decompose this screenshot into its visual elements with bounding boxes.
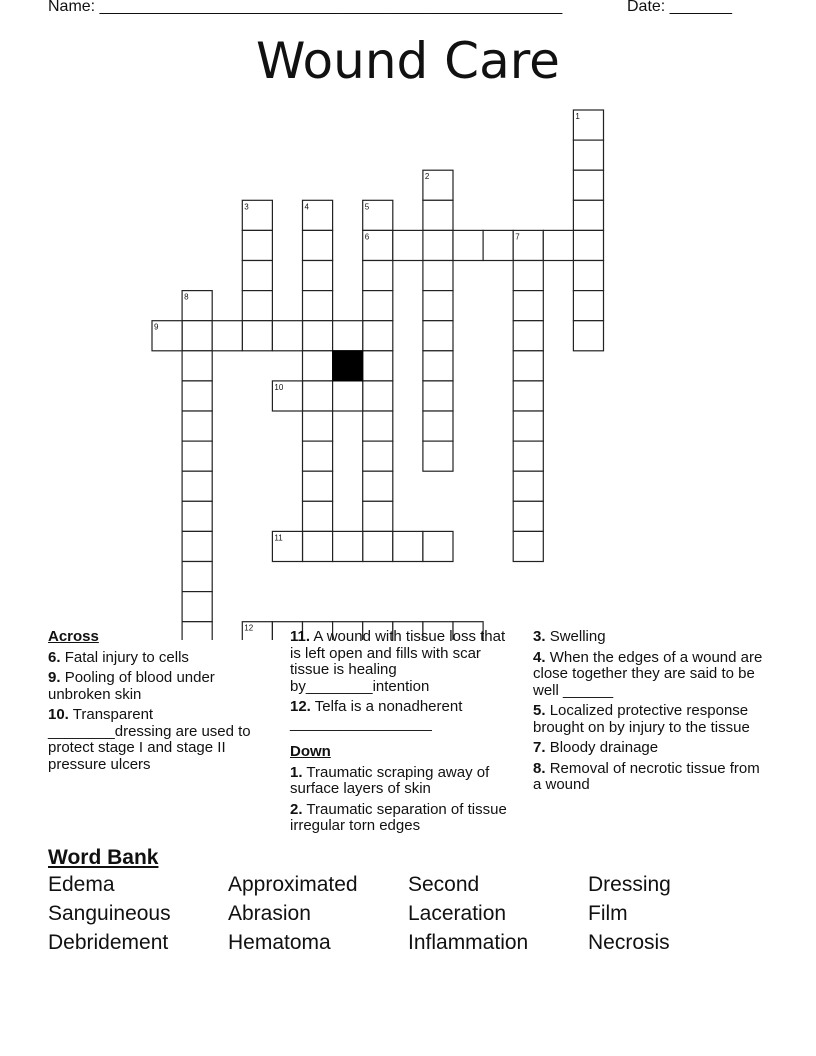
grid-cell <box>303 321 333 351</box>
clue-across-11 <box>290 629 512 695</box>
word-bank-item: Necrosis <box>588 931 670 954</box>
grid-cell <box>513 381 543 411</box>
clue-number: 8. <box>533 759 546 777</box>
grid-cell <box>242 321 272 351</box>
grid-cell <box>182 501 212 531</box>
grid-cell <box>303 230 333 260</box>
word-bank-item: Hematoma <box>228 931 331 954</box>
grid-cell <box>272 321 302 351</box>
clue-across-6 <box>48 650 273 667</box>
clue-number: 2. <box>290 800 303 818</box>
grid-cell <box>453 230 483 260</box>
clue-across-12 <box>290 699 512 732</box>
grid-cell <box>242 291 272 321</box>
clue-down-7 <box>533 740 763 757</box>
grid-cell <box>182 531 212 561</box>
grid-cell <box>573 291 603 321</box>
grid-cell <box>423 261 453 291</box>
grid-cell <box>303 441 333 471</box>
grid-cell <box>393 230 423 260</box>
grid-cell <box>303 501 333 531</box>
grid-cell <box>303 471 333 501</box>
grid-cell <box>573 261 603 291</box>
clue-down-3 <box>533 629 763 646</box>
across-heading: Across <box>48 628 99 645</box>
grid-clue-number: 11 <box>274 533 283 543</box>
word-bank-title: Word Bank <box>48 846 159 869</box>
grid-cell <box>182 411 212 441</box>
clue-across-9 <box>48 670 273 703</box>
clues-column-3 <box>533 629 763 798</box>
grid-cell <box>242 261 272 291</box>
clue-text: Localized protective response brought on by injury to the tissue <box>533 702 750 736</box>
clue-down-8 <box>533 761 763 794</box>
grid-cell <box>303 291 333 321</box>
grid-cell <box>573 140 603 170</box>
grid-cell <box>363 531 393 561</box>
grid-cell <box>182 562 212 592</box>
grid-cell <box>573 230 603 260</box>
grid-clue-number: 8 <box>184 292 189 302</box>
grid-cell <box>423 381 453 411</box>
grid-clue-number: 3 <box>244 202 249 212</box>
clues-column-1 <box>48 629 273 777</box>
grid-cell <box>513 531 543 561</box>
grid-cell <box>182 592 212 622</box>
grid-cell <box>423 441 453 471</box>
grid-cell <box>423 230 453 260</box>
clue-down-1 <box>290 765 512 798</box>
grid-cell <box>333 381 363 411</box>
grid-cell <box>573 170 603 200</box>
grid-cell <box>573 200 603 230</box>
page-title: Wound Care <box>256 32 560 90</box>
grid-cell <box>423 531 453 561</box>
grid-clue-number: 5 <box>364 202 370 212</box>
grid-cell <box>182 471 212 501</box>
grid-cell <box>363 501 393 531</box>
clue-number: 10. <box>48 706 69 723</box>
grid-cell <box>303 381 333 411</box>
clue-down-4 <box>533 650 763 700</box>
clue-text: A wound with tissue loss that is left open and fills with scar tissue is healing by________intention <box>290 628 506 695</box>
grid-cell <box>242 230 272 260</box>
grid-cell <box>423 200 453 230</box>
clue-number: 11. <box>290 628 311 645</box>
clue-text: Swelling <box>549 628 606 645</box>
grid-cell <box>483 230 513 260</box>
grid-cell <box>513 471 543 501</box>
grid-cell <box>303 531 333 561</box>
clue-text: Transparent ________dressing are used to protect stage I and stage II pressure ulcers <box>48 706 251 773</box>
grid-clue-number: 9 <box>154 322 159 332</box>
grid-cell <box>423 321 453 351</box>
grid-cell <box>543 230 573 260</box>
grid-cell <box>423 351 453 381</box>
grid-cell <box>303 351 333 381</box>
word-bank-item: Dressing <box>588 873 671 896</box>
clue-text: Traumatic separation of tissue irregular torn edges <box>290 800 507 834</box>
clue-text: Pooling of blood under unbroken skin <box>48 669 215 703</box>
word-bank-item: Film <box>588 902 628 925</box>
clue-across-10 <box>48 707 273 773</box>
word-bank-item: Abrasion <box>228 902 311 925</box>
word-bank <box>48 873 768 955</box>
word-bank-item: Debridement <box>48 931 169 954</box>
grid-cell <box>513 441 543 471</box>
clue-number: 5. <box>533 702 546 719</box>
grid-clue-number: 7 <box>515 232 520 242</box>
grid-cell <box>363 471 393 501</box>
grid-cell <box>333 321 363 351</box>
word-bank-item: Approximated <box>228 873 358 896</box>
grid-cell <box>182 321 212 351</box>
clues-column-2 <box>290 629 512 839</box>
grid-cell <box>182 381 212 411</box>
grid-cell <box>423 291 453 321</box>
grid-clue-number: 4 <box>304 202 309 212</box>
grid-cell <box>333 531 363 561</box>
grid-cell <box>363 261 393 291</box>
grid-cell <box>513 501 543 531</box>
grid-cell <box>363 321 393 351</box>
grid-cell <box>363 351 393 381</box>
word-bank-item: Inflammation <box>408 931 529 954</box>
grid-cell <box>363 441 393 471</box>
grid-clue-number: 6 <box>364 232 370 242</box>
grid-black-cell <box>333 351 363 381</box>
grid-cell <box>423 411 453 441</box>
grid-cell <box>513 291 543 321</box>
clue-text: Telfa is a nonadherent _________________ <box>290 698 463 732</box>
word-bank-item: Edema <box>48 873 115 896</box>
clue-number: 4. <box>533 648 546 666</box>
clue-number: 1. <box>290 763 303 781</box>
clue-down-2 <box>290 802 512 835</box>
clue-number: 7. <box>533 739 546 756</box>
clue-number: 12. <box>290 698 311 715</box>
word-bank-item: Laceration <box>408 902 507 925</box>
word-bank-item: Sanguineous <box>48 902 171 925</box>
grid-cell <box>182 441 212 471</box>
grid-clue-number: 10 <box>274 382 284 392</box>
date-field-label: Date: _______ <box>627 0 732 15</box>
word-bank-item: Second <box>408 873 480 896</box>
clue-text: Removal of necrotic tissue from a wound <box>533 759 760 793</box>
clue-down-5 <box>533 703 763 736</box>
clue-number: 9. <box>48 669 61 686</box>
clue-text: Traumatic scraping away of surface layers of skin <box>290 763 490 797</box>
grid-cell <box>573 321 603 351</box>
grid-cell <box>513 261 543 291</box>
grid-cell <box>363 411 393 441</box>
grid-cell <box>363 291 393 321</box>
clue-text: Bloody drainage <box>549 739 659 756</box>
grid-clue-number: 12 <box>244 623 254 633</box>
clue-text: When the edges of a wound are close together they are said to be well ______ <box>533 648 763 699</box>
grid-cell <box>393 531 423 561</box>
grid-cell <box>513 351 543 381</box>
grid-cell <box>513 321 543 351</box>
grid-cell <box>363 381 393 411</box>
clue-text: Fatal injury to cells <box>64 648 189 666</box>
grid-cell <box>182 351 212 381</box>
grid-cell <box>513 411 543 441</box>
down-heading: Down <box>290 743 331 760</box>
clue-number: 3. <box>533 628 546 645</box>
name-field-label: Name: ____________________________________________________ <box>48 0 563 15</box>
grid-clue-number: 2 <box>424 172 430 182</box>
grid-clue-number: 1 <box>575 112 580 121</box>
grid-cell <box>212 321 242 351</box>
clue-number: 6. <box>48 648 61 666</box>
grid-cell <box>303 261 333 291</box>
grid-cell <box>303 411 333 441</box>
